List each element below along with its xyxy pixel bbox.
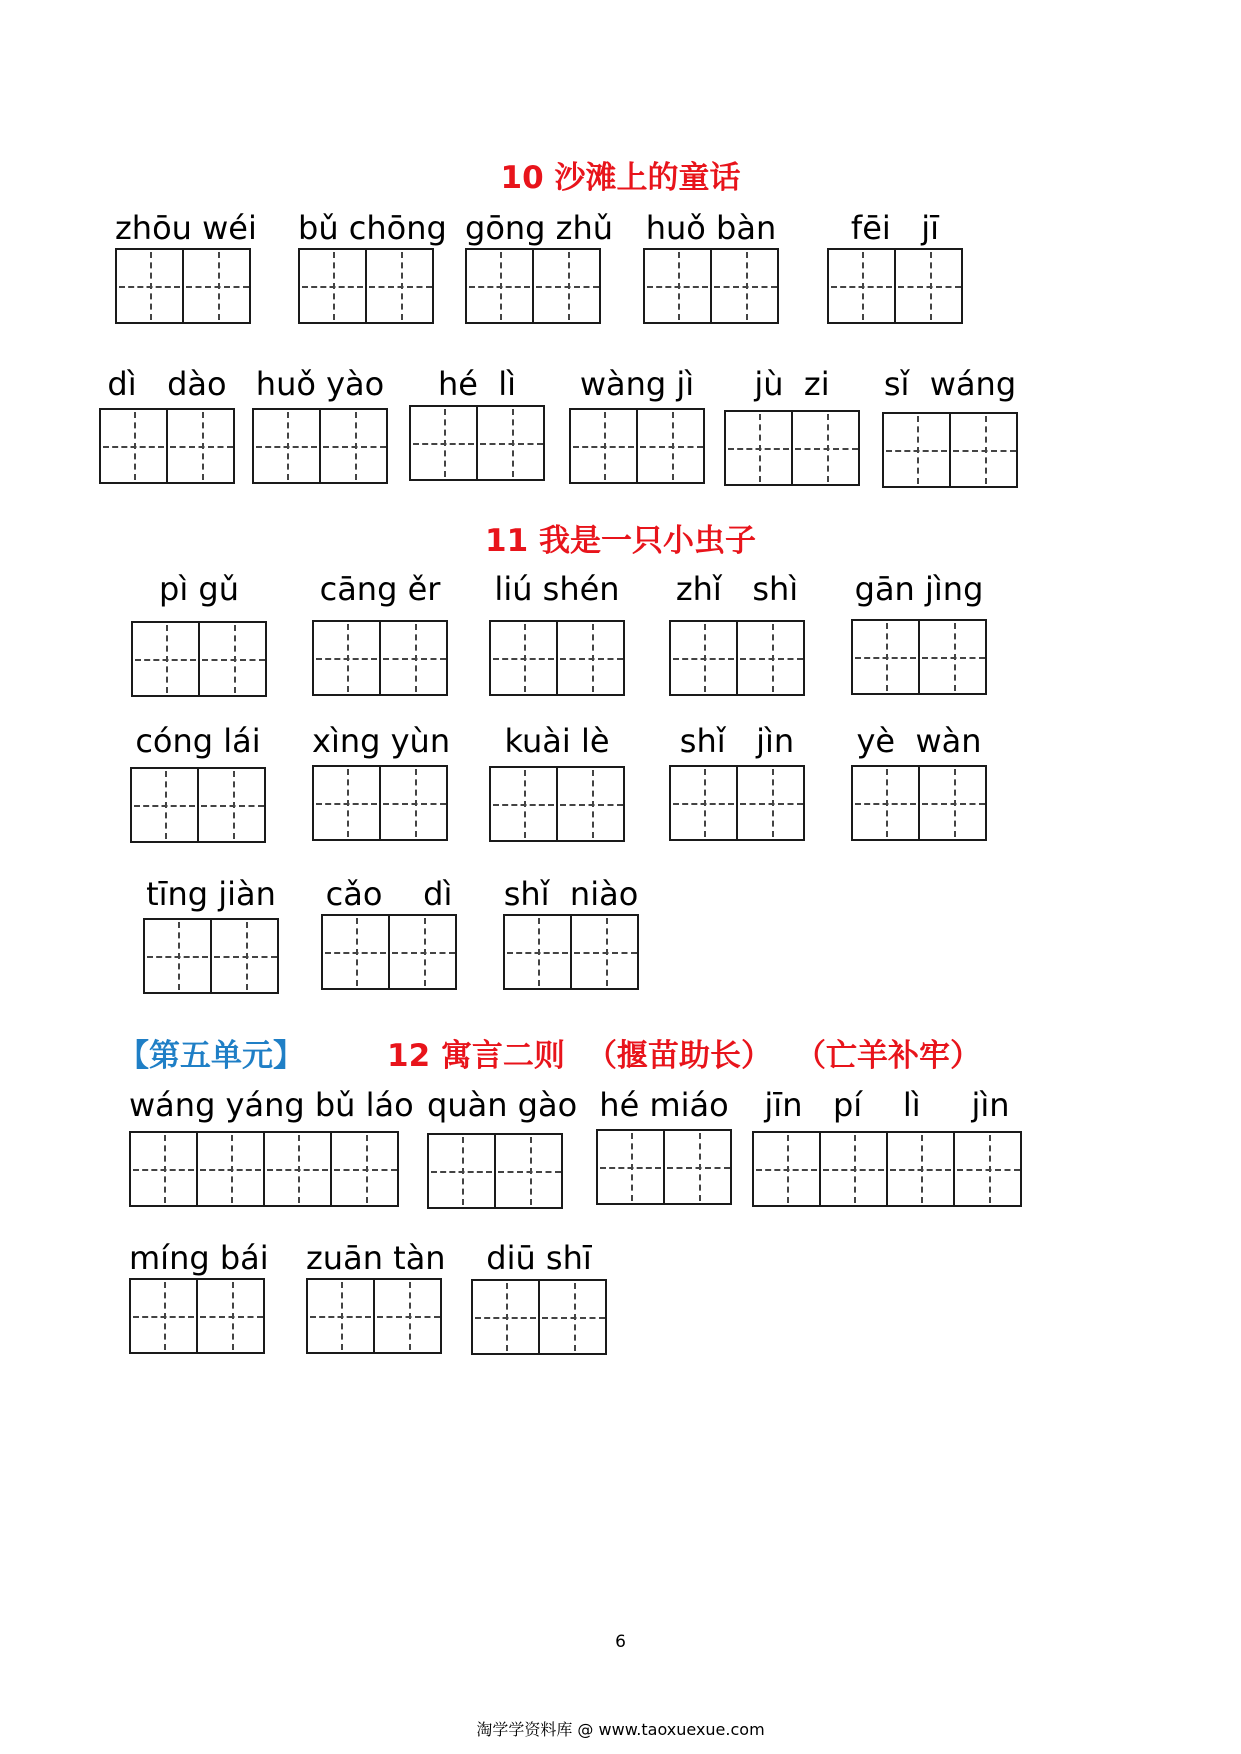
writing-box[interactable] xyxy=(314,622,381,694)
writing-box[interactable] xyxy=(411,407,478,479)
tianzige-grid[interactable] xyxy=(427,1133,563,1209)
writing-box[interactable] xyxy=(367,250,434,322)
tianzige-grid[interactable] xyxy=(827,248,963,324)
writing-box[interactable] xyxy=(888,1133,955,1205)
tianzige-grid[interactable] xyxy=(669,765,805,841)
writing-box[interactable] xyxy=(381,622,448,694)
writing-box[interactable] xyxy=(133,623,200,695)
writing-box[interactable] xyxy=(821,1133,888,1205)
writing-box[interactable] xyxy=(478,407,545,479)
pinyin-label: hé lì xyxy=(437,365,517,403)
writing-box[interactable] xyxy=(572,916,639,988)
tianzige-grid[interactable] xyxy=(882,412,1018,488)
writing-box[interactable] xyxy=(467,250,534,322)
writing-box[interactable] xyxy=(853,621,920,693)
tianzige-grid[interactable] xyxy=(471,1279,607,1355)
writing-box[interactable] xyxy=(638,410,705,482)
writing-box[interactable] xyxy=(754,1133,821,1205)
writing-box[interactable] xyxy=(308,1280,375,1352)
writing-box[interactable] xyxy=(101,410,168,482)
writing-box[interactable] xyxy=(117,250,184,322)
tianzige-grid[interactable] xyxy=(130,767,266,843)
writing-box[interactable] xyxy=(145,920,212,992)
writing-box[interactable] xyxy=(571,410,638,482)
pinyin-label: zhōu wéi xyxy=(115,209,257,247)
writing-box[interactable] xyxy=(738,622,805,694)
writing-box[interactable] xyxy=(645,250,712,322)
writing-box[interactable] xyxy=(491,622,558,694)
footer-watermark: 淘学学资料库 @ www.taoxuexue.com xyxy=(476,1720,765,1739)
lesson-12-subtitle-2: （亡羊补牢） xyxy=(795,1038,981,1074)
writing-box[interactable] xyxy=(540,1281,607,1353)
pinyin-label: fēi jī xyxy=(850,209,940,247)
writing-box[interactable] xyxy=(212,920,279,992)
writing-box[interactable] xyxy=(726,412,793,484)
writing-box[interactable] xyxy=(505,916,572,988)
pinyin-label: kuài lè xyxy=(504,722,610,760)
writing-box[interactable] xyxy=(198,1280,265,1352)
tianzige-grid[interactable] xyxy=(569,408,705,484)
writing-box[interactable] xyxy=(300,250,367,322)
pinyin-label: míng bái xyxy=(129,1239,269,1277)
tianzige-grid[interactable] xyxy=(489,620,625,696)
writing-box[interactable] xyxy=(323,916,390,988)
pinyin-label: zuān tàn xyxy=(306,1239,446,1277)
pinyin-label: wáng yáng bǔ láo xyxy=(129,1086,414,1124)
pinyin-label: cǎo dì xyxy=(325,875,453,913)
writing-box[interactable] xyxy=(132,769,199,841)
pinyin-label: bǔ chōng xyxy=(298,209,447,247)
tianzige-grid[interactable] xyxy=(752,1131,1022,1207)
writing-box[interactable] xyxy=(314,767,381,839)
writing-box[interactable] xyxy=(496,1135,563,1207)
lesson-11-title: 11 我是一只小虫子 xyxy=(485,523,756,559)
writing-box[interactable] xyxy=(955,1133,1022,1205)
writing-box[interactable] xyxy=(473,1281,540,1353)
writing-box[interactable] xyxy=(671,622,738,694)
tianzige-grid[interactable] xyxy=(489,766,625,842)
writing-box[interactable] xyxy=(853,767,920,839)
writing-box[interactable] xyxy=(321,410,388,482)
writing-box[interactable] xyxy=(951,414,1018,486)
writing-box[interactable] xyxy=(712,250,779,322)
tianzige-grid[interactable] xyxy=(312,620,448,696)
writing-box[interactable] xyxy=(375,1280,442,1352)
writing-box[interactable] xyxy=(665,1131,732,1203)
tianzige-grid[interactable] xyxy=(851,765,987,841)
pinyin-label: quàn gào xyxy=(427,1086,578,1124)
pinyin-label: jù zi xyxy=(754,365,830,403)
lesson-12-title: 12 寓言二则 xyxy=(387,1038,565,1074)
pinyin-label: wàng jì xyxy=(579,365,695,403)
tianzige-grid[interactable] xyxy=(465,248,601,324)
pinyin-label: shǐ jìn xyxy=(679,722,795,760)
pinyin-label: jīn pí lì jìn xyxy=(764,1086,1010,1124)
writing-box[interactable] xyxy=(920,621,987,693)
writing-box[interactable] xyxy=(738,767,805,839)
writing-box[interactable] xyxy=(793,412,860,484)
writing-box[interactable] xyxy=(390,916,457,988)
writing-box[interactable] xyxy=(429,1135,496,1207)
tianzige-grid[interactable] xyxy=(129,1278,265,1354)
tianzige-grid[interactable] xyxy=(312,765,448,841)
tianzige-grid[interactable] xyxy=(99,408,235,484)
pinyin-label: diū shī xyxy=(486,1239,592,1277)
lesson-12-subtitle-1: （揠苗助长） xyxy=(586,1038,772,1074)
pinyin-label: pì gǔ xyxy=(159,570,239,608)
pinyin-label: gān jìng xyxy=(854,570,984,608)
writing-box[interactable] xyxy=(332,1133,399,1205)
tianzige-grid[interactable] xyxy=(669,620,805,696)
tianzige-grid[interactable] xyxy=(252,408,388,484)
writing-box[interactable] xyxy=(184,250,251,322)
tianzige-grid[interactable] xyxy=(851,619,987,695)
tianzige-grid[interactable] xyxy=(129,1131,399,1207)
tianzige-grid[interactable] xyxy=(596,1129,732,1205)
writing-box[interactable] xyxy=(920,767,987,839)
pinyin-label: xìng yùn xyxy=(312,722,451,760)
writing-box[interactable] xyxy=(265,1133,332,1205)
writing-box[interactable] xyxy=(829,250,896,322)
writing-box[interactable] xyxy=(884,414,951,486)
writing-box[interactable] xyxy=(671,767,738,839)
writing-box[interactable] xyxy=(200,623,267,695)
pinyin-label: sǐ wáng xyxy=(883,365,1017,403)
tianzige-grid[interactable] xyxy=(503,914,639,990)
writing-box[interactable] xyxy=(198,1133,265,1205)
tianzige-grid[interactable] xyxy=(131,621,267,697)
writing-box[interactable] xyxy=(558,768,625,840)
writing-box[interactable] xyxy=(254,410,321,482)
pinyin-label: cāng ěr xyxy=(319,570,441,608)
pinyin-label: cóng lái xyxy=(135,722,261,760)
writing-box[interactable] xyxy=(598,1131,665,1203)
writing-box[interactable] xyxy=(558,622,625,694)
pinyin-label: yè wàn xyxy=(856,722,982,760)
tianzige-grid[interactable] xyxy=(143,918,279,994)
pinyin-label: zhǐ shì xyxy=(675,570,799,608)
tianzige-grid[interactable] xyxy=(321,914,457,990)
writing-box[interactable] xyxy=(199,769,266,841)
pinyin-label: liú shén xyxy=(494,570,620,608)
lesson-10-title: 10 沙滩上的童话 xyxy=(500,160,741,196)
pinyin-label: gōng zhǔ xyxy=(465,209,614,247)
pinyin-label: shǐ niào xyxy=(503,875,639,913)
writing-box[interactable] xyxy=(168,410,235,482)
pinyin-label: huǒ yào xyxy=(255,365,385,403)
pinyin-label: tīng jiàn xyxy=(146,875,276,913)
tianzige-grid[interactable] xyxy=(306,1278,442,1354)
tianzige-grid[interactable] xyxy=(409,405,545,481)
pinyin-label: hé miáo xyxy=(599,1086,729,1124)
page-number: 6 xyxy=(615,1632,626,1652)
writing-box[interactable] xyxy=(491,768,558,840)
tianzige-grid[interactable] xyxy=(643,248,779,324)
writing-box[interactable] xyxy=(131,1280,198,1352)
pinyin-label: huǒ bàn xyxy=(645,209,777,247)
writing-box[interactable] xyxy=(381,767,448,839)
writing-box[interactable] xyxy=(534,250,601,322)
tianzige-grid[interactable] xyxy=(298,248,434,324)
pinyin-label: dì dào xyxy=(107,365,227,403)
writing-box[interactable] xyxy=(896,250,963,322)
tianzige-grid[interactable] xyxy=(724,410,860,486)
tianzige-grid[interactable] xyxy=(115,248,251,324)
unit-label: 【第五单元】 xyxy=(118,1038,304,1074)
writing-box[interactable] xyxy=(131,1133,198,1205)
